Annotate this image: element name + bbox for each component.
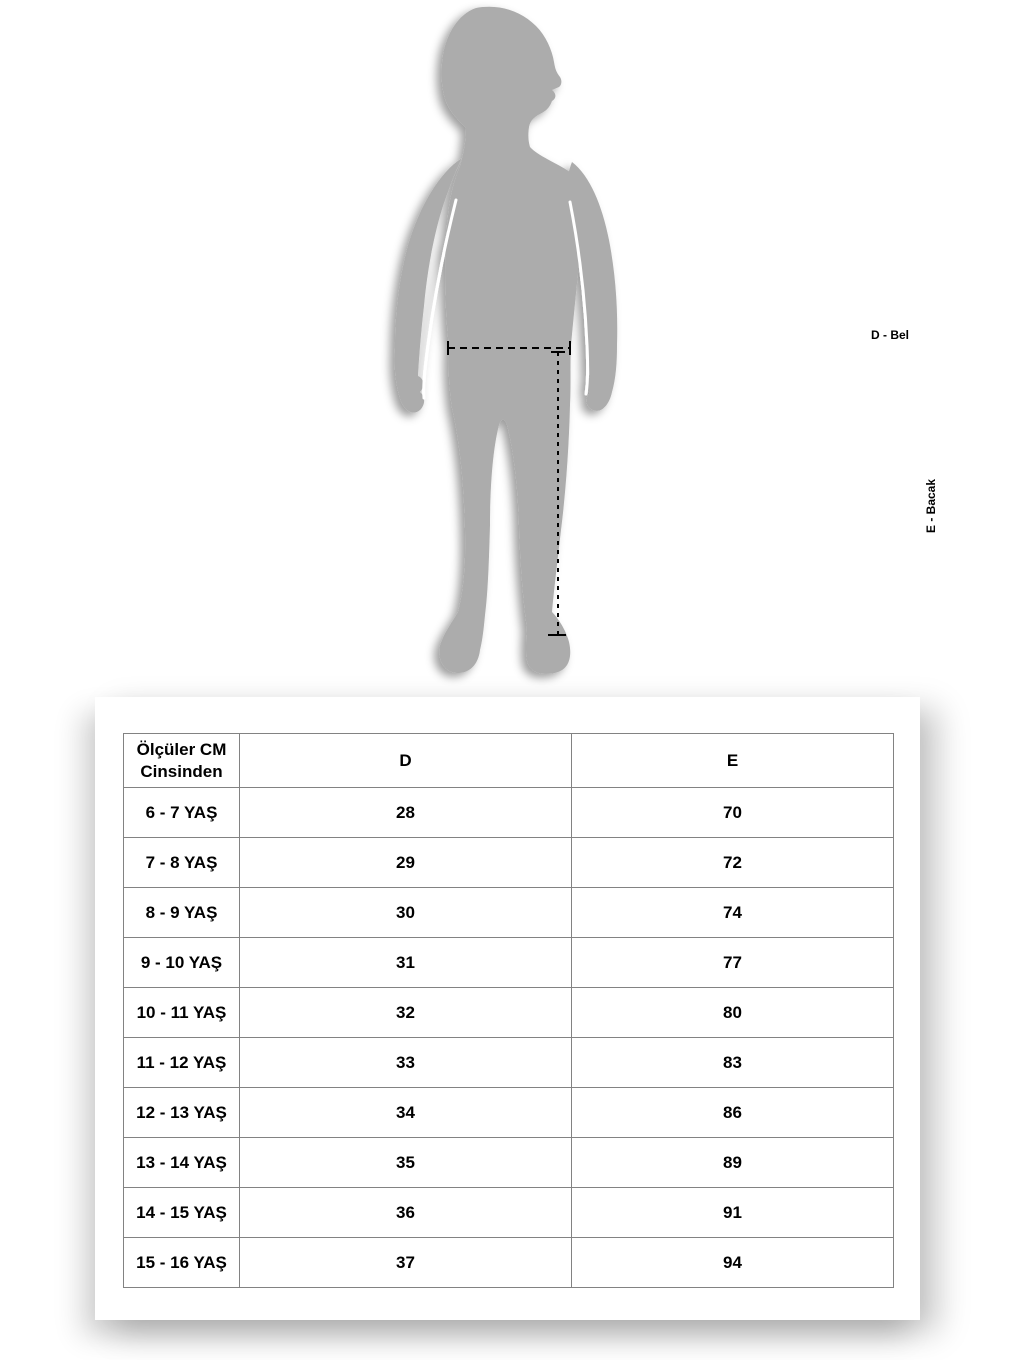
d-value-cell: 29 xyxy=(240,838,572,888)
d-value-cell: 31 xyxy=(240,938,572,988)
silhouette-body xyxy=(439,7,585,674)
e-value-cell: 89 xyxy=(572,1138,894,1188)
d-value-cell: 33 xyxy=(240,1038,572,1088)
age-cell: 9 - 10 YAŞ xyxy=(124,938,240,988)
table-row xyxy=(124,1188,894,1238)
e-value-cell: 91 xyxy=(572,1188,894,1238)
d-value-cell: 30 xyxy=(240,888,572,938)
child-silhouette-svg xyxy=(380,0,670,700)
figure-area xyxy=(380,0,938,700)
e-value-cell: 74 xyxy=(572,888,894,938)
d-value-cell: 36 xyxy=(240,1188,572,1238)
age-cell: 10 - 11 YAŞ xyxy=(124,988,240,1038)
age-cell: 13 - 14 YAŞ xyxy=(124,1138,240,1188)
age-cell: 15 - 16 YAŞ xyxy=(124,1238,240,1288)
age-cell: 6 - 7 YAŞ xyxy=(124,788,240,838)
table-row xyxy=(124,888,894,938)
table-row xyxy=(124,838,894,888)
e-value-cell: 80 xyxy=(572,988,894,1038)
table-row xyxy=(124,1088,894,1138)
leg-measure-label: E - Bacak xyxy=(924,478,938,534)
e-value-cell: 72 xyxy=(572,838,894,888)
table-header-row xyxy=(124,734,894,788)
age-cell: 14 - 15 YAŞ xyxy=(124,1188,240,1238)
table-row xyxy=(124,988,894,1038)
child-silhouette xyxy=(395,7,618,674)
d-value-cell: 32 xyxy=(240,988,572,1038)
age-cell: 8 - 9 YAŞ xyxy=(124,888,240,938)
header-col-e: E xyxy=(572,734,894,788)
size-chart-panel xyxy=(95,697,920,1320)
age-cell: 7 - 8 YAŞ xyxy=(124,838,240,888)
age-cell: 12 - 13 YAŞ xyxy=(124,1088,240,1138)
e-value-cell: 83 xyxy=(572,1038,894,1088)
age-cell: 11 - 12 YAŞ xyxy=(124,1038,240,1088)
table-row xyxy=(124,1038,894,1088)
e-value-cell: 86 xyxy=(572,1088,894,1138)
d-value-cell: 37 xyxy=(240,1238,572,1288)
e-value-cell: 70 xyxy=(572,788,894,838)
e-value-cell: 94 xyxy=(572,1238,894,1288)
size-table-body xyxy=(124,788,894,1288)
d-value-cell: 35 xyxy=(240,1138,572,1188)
header-measures: Ölçüler CM Cinsinden xyxy=(124,734,240,788)
d-value-cell: 34 xyxy=(240,1088,572,1138)
table-row xyxy=(124,1238,894,1288)
d-value-cell: 28 xyxy=(240,788,572,838)
table-row xyxy=(124,1138,894,1188)
table-row xyxy=(124,938,894,988)
e-value-cell: 77 xyxy=(572,938,894,988)
waist-measure-label: D - Bel xyxy=(870,328,909,342)
size-chart-table xyxy=(123,733,894,1288)
table-row xyxy=(124,788,894,838)
header-col-d: D xyxy=(240,734,572,788)
